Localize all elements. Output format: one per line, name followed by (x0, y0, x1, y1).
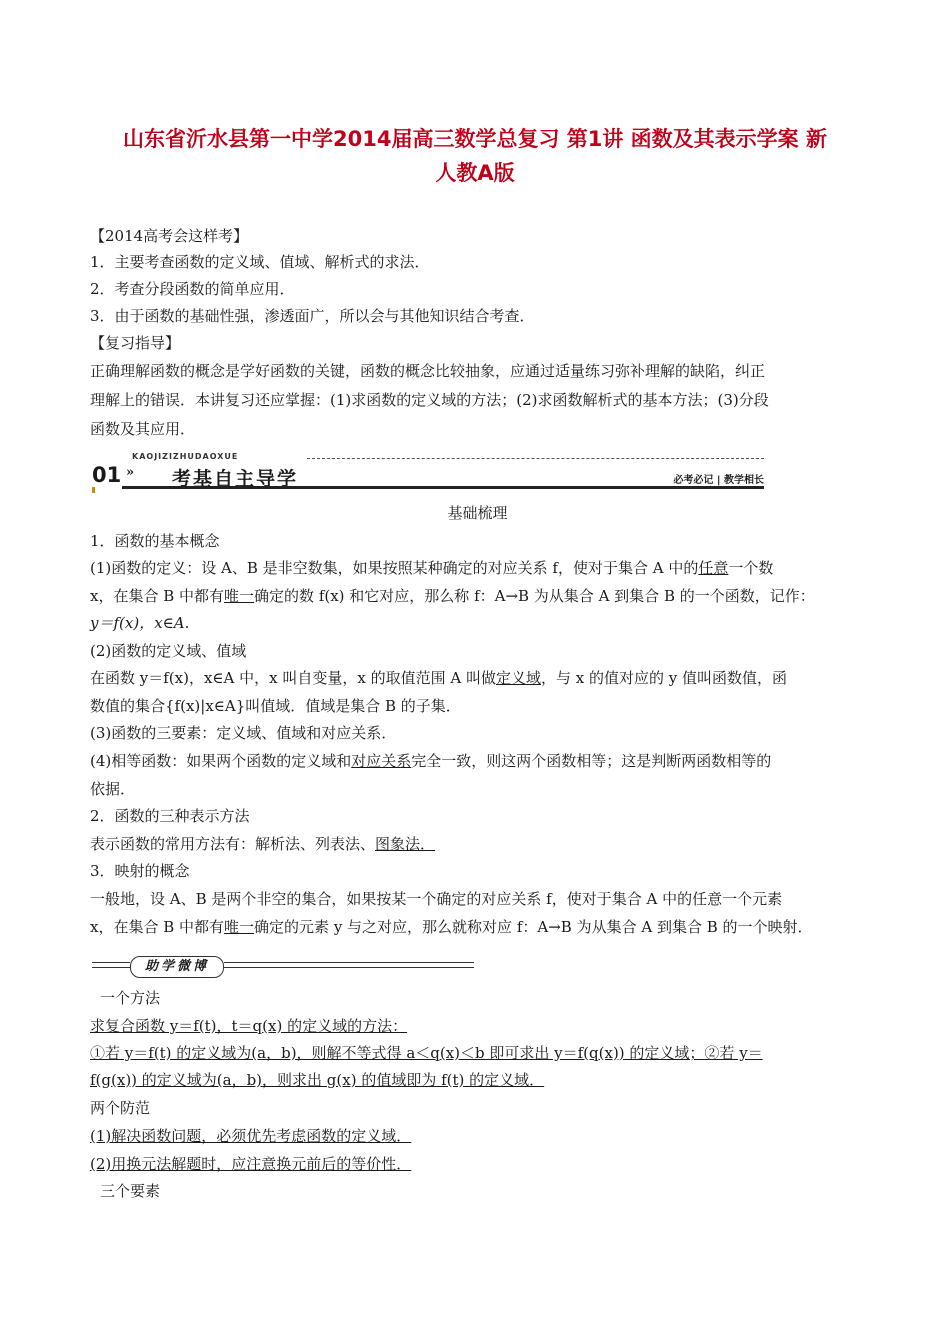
basics-section-2: 2．函数的三种表示方法 (90, 807, 250, 825)
banner-right-text: 必考必记 | 教学相长 (673, 475, 764, 486)
double-rule-right-lower (224, 967, 474, 968)
definition-text-end: 确定的数 f(x) 和它对应，那么称 f：A→B 为从集合 A 到集合 B 的一个函数，记作： (254, 587, 815, 605)
double-rule-left-lower (92, 967, 130, 968)
title-line-2: 人教A版 (435, 161, 515, 185)
mapping-line-2 (90, 917, 865, 937)
basics-section-1: 1．函数的基本概念 (90, 532, 220, 550)
definition-line-2 (90, 586, 865, 606)
underlined-term: 唯一 (224, 587, 255, 605)
two-guards-heading: 两个防范 (90, 1099, 151, 1117)
domain-text: 在函数 y＝f(x)，x∈A 中，x 叫自变量，x 的取值范围 A 叫做 (90, 669, 496, 687)
basics-section-3: 3．映射的概念 (90, 862, 190, 880)
banner-mark (92, 487, 95, 493)
title-line-1: 山东省沂水县第一中学2014届高三数学总复习 第1讲 函数及其表示学案 新 (123, 127, 827, 151)
section-banner (92, 452, 764, 492)
underlined-term: 定义域 (495, 669, 541, 687)
equal-text: (4)相等函数：如果两个函数的定义域和 (90, 752, 352, 770)
double-rule-right (224, 962, 474, 963)
exam-heading: 【2014高考会这样考】 (90, 227, 249, 245)
method-line-2: ①若 y＝f(t) 的定义域为(a，b)，则解不等式得 a＜q(x)＜b 即可求出 y＝f(q(x)) 的定义域；②若 y＝ (90, 1044, 763, 1062)
definition-line-3: y＝f(x)，x∈A. (90, 614, 190, 632)
basics-heading: 基础梳理 (447, 504, 508, 522)
three-elements-line: (3)函数的三要素：定义域、值域和对应关系． (90, 724, 397, 742)
microblog-label: 助学微博 (130, 956, 224, 978)
review-line-1: 正确理解函数的概念是学好函数的关键，函数的概念比较抽象，应通过适量练习弥补理解的缺陷，纠正 (90, 362, 766, 380)
exam-item-1: 1．主要考查函数的定义域、值域、解析式的求法． (90, 253, 430, 271)
domain-heading: (2)函数的定义域、值域 (90, 642, 247, 660)
underlined-term: 任意 (698, 559, 729, 577)
review-heading: 【复习指导】 (90, 334, 181, 352)
mapping-line-1: 一般地，设 A、B 是两个非空的集合，如果按某一个确定的对应关系 f，使对于集合 A 中的任意一个元素 (90, 890, 783, 908)
banner-rule (122, 486, 764, 489)
representation-text: 表示函数的常用方法有：解析法、列表法、 (90, 835, 376, 853)
review-line-2: 理解上的错误．本讲复习还应掌握：(1)求函数的定义域的方法；(2)求函数解析式的基本方法；(3)分段 (90, 391, 769, 409)
double-rule-left (92, 962, 130, 963)
banner-number: 01 (92, 463, 122, 487)
equal-text-end: 完全一致，则这两个函数相等；这是判断两函数相等的 (411, 752, 772, 770)
banner-pinyin: KAOJIZIZHUDAOXUE (132, 452, 239, 461)
one-method-heading: 一个方法 (100, 989, 161, 1007)
review-line-3: 函数及其应用． (90, 420, 196, 438)
definition-line-1 (90, 558, 865, 578)
document-title (80, 122, 870, 190)
equal-functions-line-2: 依据． (90, 780, 136, 798)
representation-line (90, 834, 865, 854)
exam-item-3: 3．由于函数的基础性强，渗透面广，所以会与其他知识结合考查． (90, 307, 535, 325)
domain-text-end: ，与 x 的值对应的 y 值叫函数值，函 (540, 669, 787, 687)
microblog-header (92, 955, 474, 979)
method-line-1: 求复合函数 y＝f(t)，t＝q(x) 的定义域的方法： (90, 1017, 408, 1035)
equal-functions-line-1 (90, 751, 865, 771)
chevron-right-icon: » (126, 465, 135, 480)
mapping-text: x，在集合 B 中都有 (90, 918, 225, 936)
method-line-3: f(g(x)) 的定义域为(a，b)，则求出 g(x) 的值域即为 f(t) 的定义域． (90, 1071, 545, 1089)
definition-text: (1)函数的定义：设 A、B 是非空数集，如果按照某种确定的对应关系 f，使对于集合 A 中的 (90, 559, 699, 577)
three-elements-heading: 三个要素 (100, 1182, 161, 1200)
domain-line-1 (90, 668, 865, 688)
underlined-term: 唯一 (224, 918, 255, 936)
guard-line-1: (1)解决函数问题，必须优先考虑函数的定义域． (90, 1127, 412, 1145)
mapping-text-end: 确定的元素 y 与之对应，那么就称对应 f：A→B 为从集合 A 到集合 B 的一个映射． (254, 918, 813, 936)
definition-text: x，在集合 B 中都有 (90, 587, 225, 605)
domain-line-2: 数值的集合{f(x)|x∈A}叫值域．值域是集合 B 的子集． (90, 697, 461, 715)
guard-line-2: (2)用换元法解题时，应注意换元前后的等价性． (90, 1155, 412, 1173)
underlined-term: 图象法． (375, 835, 436, 853)
underlined-term: 对应关系 (351, 752, 412, 770)
banner-dashed-rule (307, 458, 764, 459)
definition-text-end: 一个数 (728, 559, 774, 577)
banner-label: 考基自主导学 (172, 468, 299, 490)
exam-item-2: 2．考查分段函数的简单应用． (90, 280, 295, 298)
